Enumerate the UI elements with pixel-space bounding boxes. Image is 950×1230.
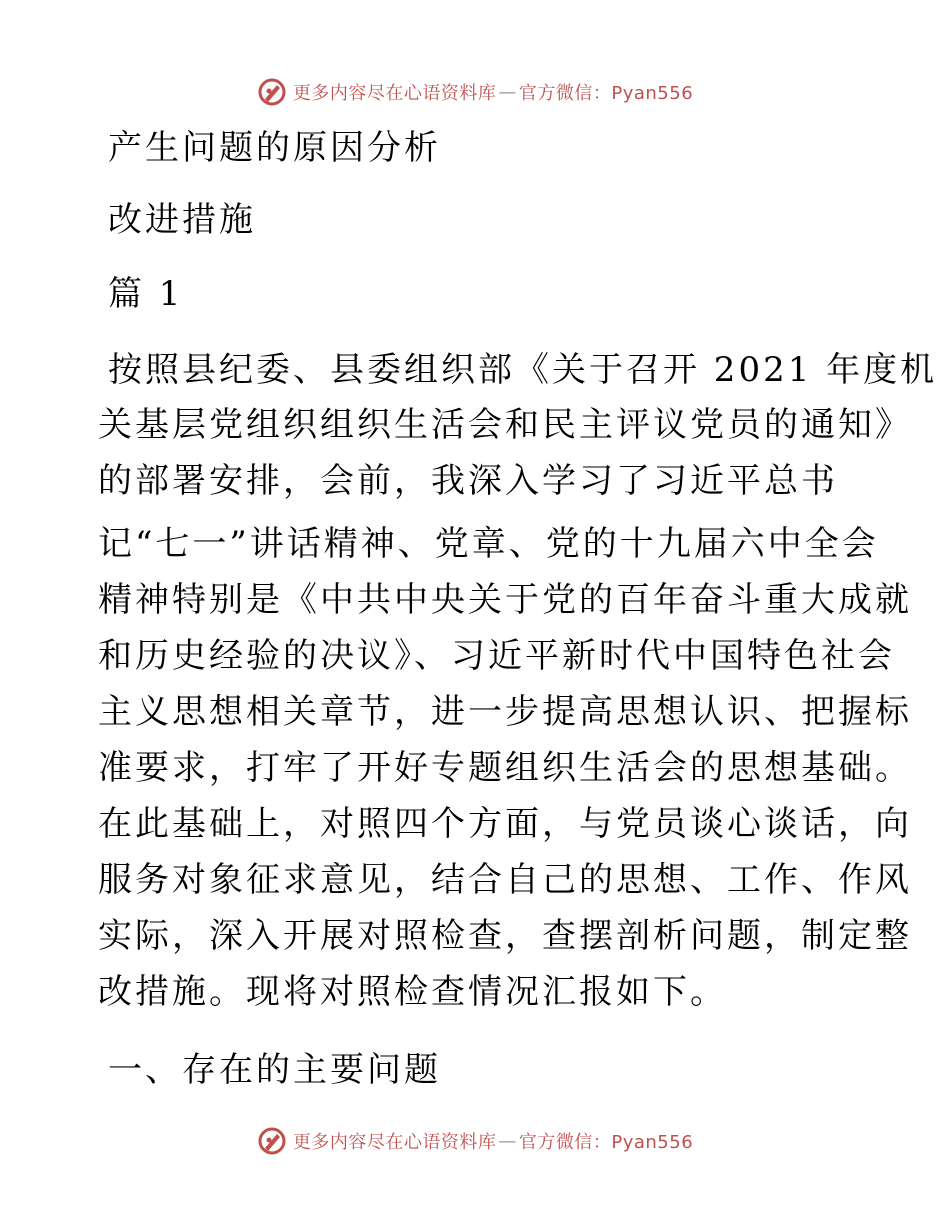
- watermark-separator: —: [498, 81, 517, 103]
- body-line-3: 的部署安排，会前，我深入学习了习近平总书: [98, 461, 838, 501]
- body-line-1: 按照县纪委、县委组织部《关于召开 2021 年度机: [108, 350, 938, 390]
- pen-logo-icon: [257, 77, 287, 107]
- body-line-8: 准要求，打牢了开好专题组织生活会的思想基础。: [98, 748, 912, 788]
- heading-chapter: 篇 1: [108, 274, 184, 314]
- body-line-10: 服务对象征求意见，结合自己的思想、工作、作风: [98, 860, 912, 900]
- body-line-5: 精神特别是《中共中央关于党的百年奋斗重大成就: [98, 580, 912, 620]
- watermark-wechat: 官方微信：Pyan556: [518, 83, 694, 104]
- watermark-separator: —: [498, 1130, 517, 1152]
- watermark-text: 更多内容尽在心语资料库: [292, 1132, 497, 1153]
- body-line-11: 实际，深入开展对照检查，查摆剖析问题，制定整: [98, 916, 912, 956]
- body-line-2: 关基层党组织组织生活会和民主评议党员的通知》: [98, 405, 912, 445]
- body-line-4: 记“七一”讲话精神、党章、党的十九届六中全会: [98, 524, 879, 564]
- heading-improvement: 改进措施: [108, 200, 256, 240]
- watermark-text: 更多内容尽在心语资料库: [292, 83, 497, 104]
- footer-watermark: [0, 1121, 950, 1161]
- watermark-wechat: 官方微信：Pyan556: [518, 1132, 694, 1153]
- body-line-7: 主义思想相关章节，进一步提高思想认识、把握标: [98, 692, 912, 732]
- body-line-6: 和历史经验的决议》、习近平新时代中国特色社会: [98, 636, 895, 676]
- pen-logo-icon: [257, 1126, 287, 1156]
- heading-cause-analysis: 产生问题的原因分析: [108, 128, 441, 168]
- heading-main-problems: 一、存在的主要问题: [108, 1050, 441, 1090]
- body-line-12: 改措施。现将对照检查情况汇报如下。: [98, 972, 727, 1012]
- header-watermark: [0, 72, 950, 112]
- body-line-9: 在此基础上，对照四个方面，与党员谈心谈话，向: [98, 804, 912, 844]
